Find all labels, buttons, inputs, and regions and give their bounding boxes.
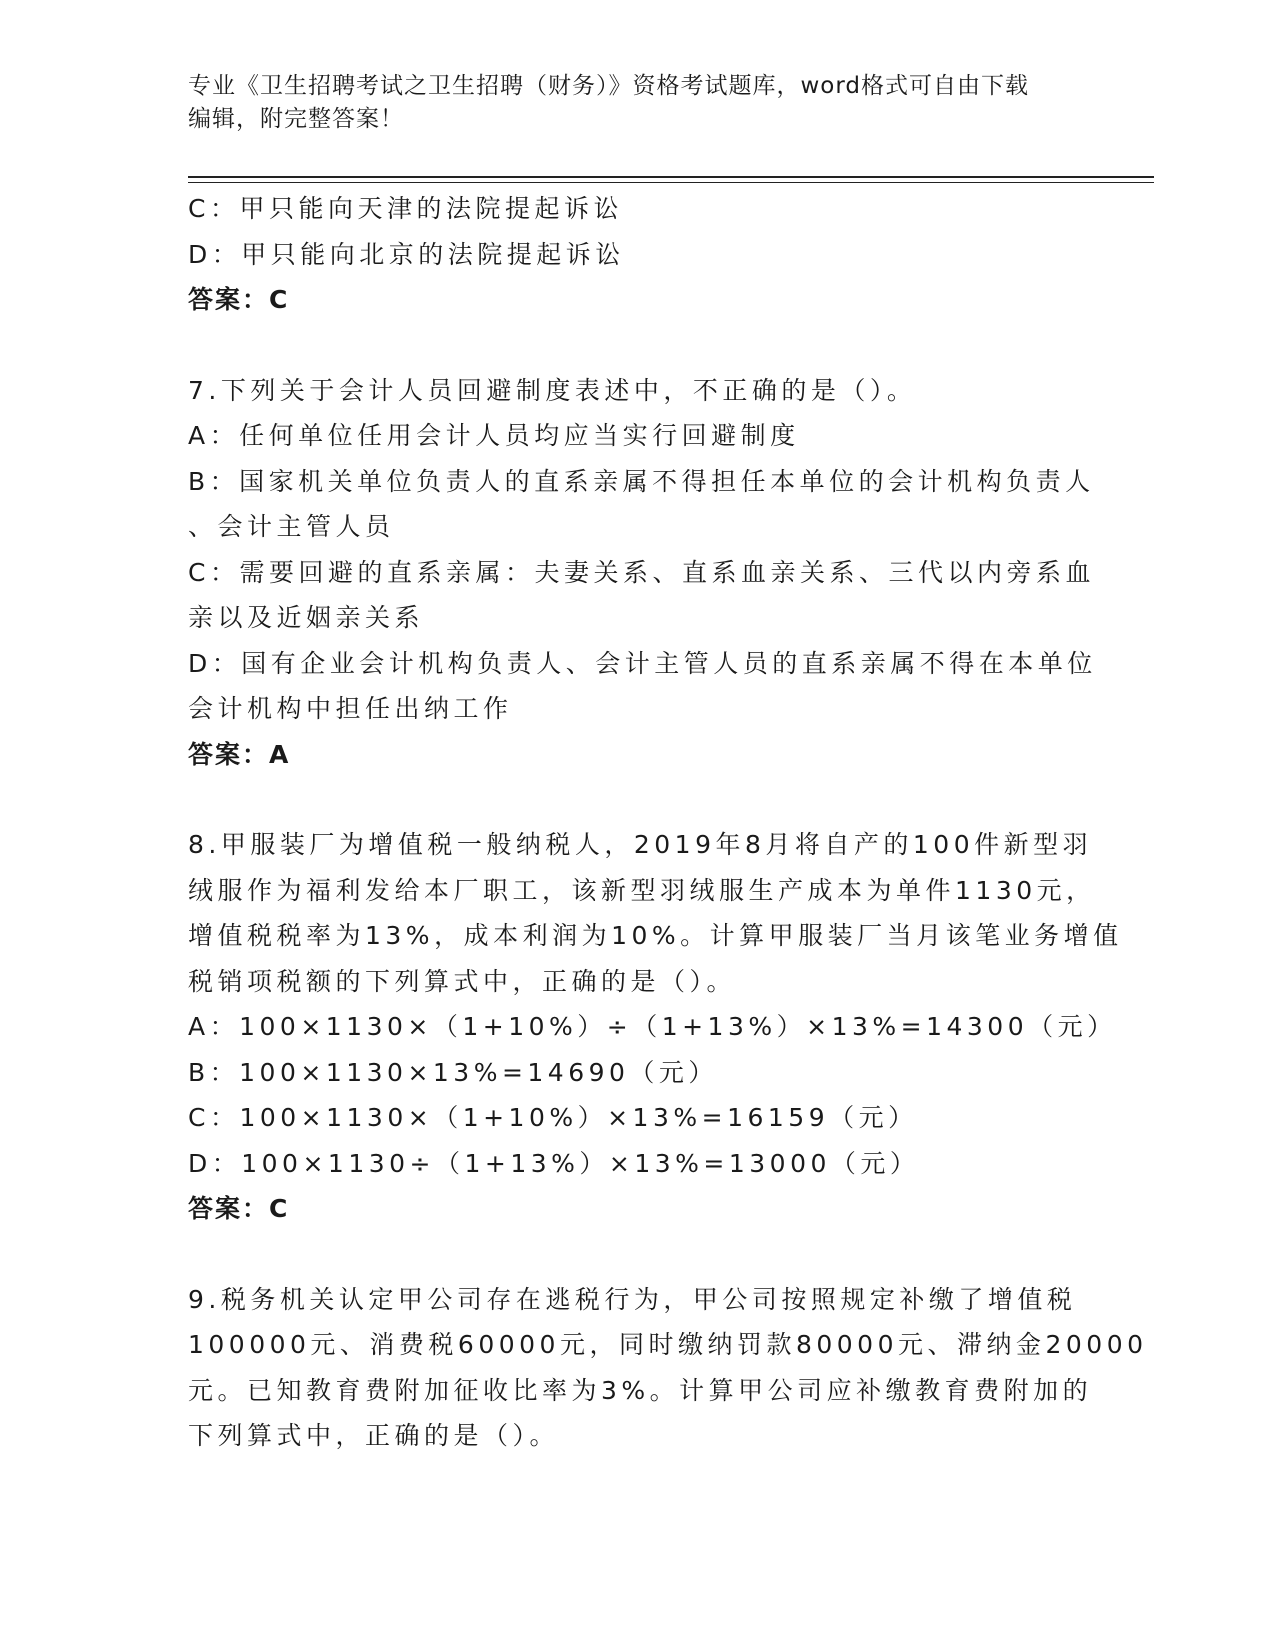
option-line: B：国家机关单位负责人的直系亲属不得担任本单位的会计机构负责人 (188, 466, 1095, 496)
option-line: D：国有企业会计机构负责人、会计主管人员的直系亲属不得在本单位 (188, 648, 1097, 678)
header-line-1: 专业《卫生招聘考试之卫生招聘（财务）》资格考试题库，word格式可自由下载 (188, 73, 1030, 99)
question-block (188, 1277, 1148, 1459)
option-line: D：100×1130÷（1+13%）×13%=13000（元） (188, 1148, 920, 1178)
header-rule-thick (188, 176, 1154, 178)
option-line: A：100×1130×（1+10%）÷（1+13%）×13%=14300（元） (188, 1012, 1117, 1041)
page-header (188, 70, 1068, 136)
option-line: 会计机构中担任出纳工作 (188, 694, 513, 723)
answer-line: 答案：C (188, 285, 290, 314)
question-block (188, 368, 1097, 778)
option-line: C：需要回避的直系亲属：夫妻关系、直系血亲关系、三代以内旁系血 (188, 557, 1095, 587)
option-line: 、会计主管人员 (188, 512, 395, 541)
question-stem: 下列算式中，正确的是（）。 (188, 1421, 560, 1450)
question-stem: 绒服作为福利发给本厂职工，该新型羽绒服生产成本为单件1130元， (188, 875, 1096, 905)
option-line: D：甲只能向北京的法院提起诉讼 (188, 239, 625, 269)
question-stem: 税销项税额的下列算式中，正确的是（）。 (188, 966, 737, 996)
question-block (188, 822, 1123, 1232)
option-line: 亲以及近姻亲关系 (188, 603, 425, 632)
question-stem: 8.甲服装厂为增值税一般纳税人，2019年8月将自产的100件新型羽 (188, 830, 1093, 859)
header-rule-thin (188, 182, 1154, 183)
answer-line: 答案：C (188, 1194, 290, 1223)
option-line: A：任何单位任用会计人员均应当实行回避制度 (188, 421, 800, 450)
option-line: C：甲只能向天津的法院提起诉讼 (188, 194, 623, 223)
question-stem: 7.下列关于会计人员回避制度表述中，不正确的是（）。 (188, 375, 917, 405)
question-stem: 100000元、消费税60000元，同时缴纳罚款80000元、滞纳金20000 (188, 1330, 1148, 1359)
answer-line: 答案：A (188, 739, 291, 769)
question-stem: 元。已知教育费附加征收比率为3%。计算甲公司应补缴教育费附加的 (188, 1375, 1093, 1405)
option-line: C：100×1130×（1+10%）×13%=16159（元） (188, 1103, 918, 1132)
document-body (188, 186, 1148, 1459)
header-line-2: 编辑，附完整答案！ (188, 106, 404, 132)
question-stem: 9.税务机关认定甲公司存在逃税行为，甲公司按照规定补缴了增值税 (188, 1284, 1077, 1314)
option-line: B：100×1130×13%=14690（元） (188, 1057, 718, 1087)
question-block (188, 186, 1068, 323)
question-stem: 增值税税率为13%，成本利润为10%。计算甲服装厂当月该笔业务增值 (188, 921, 1123, 950)
